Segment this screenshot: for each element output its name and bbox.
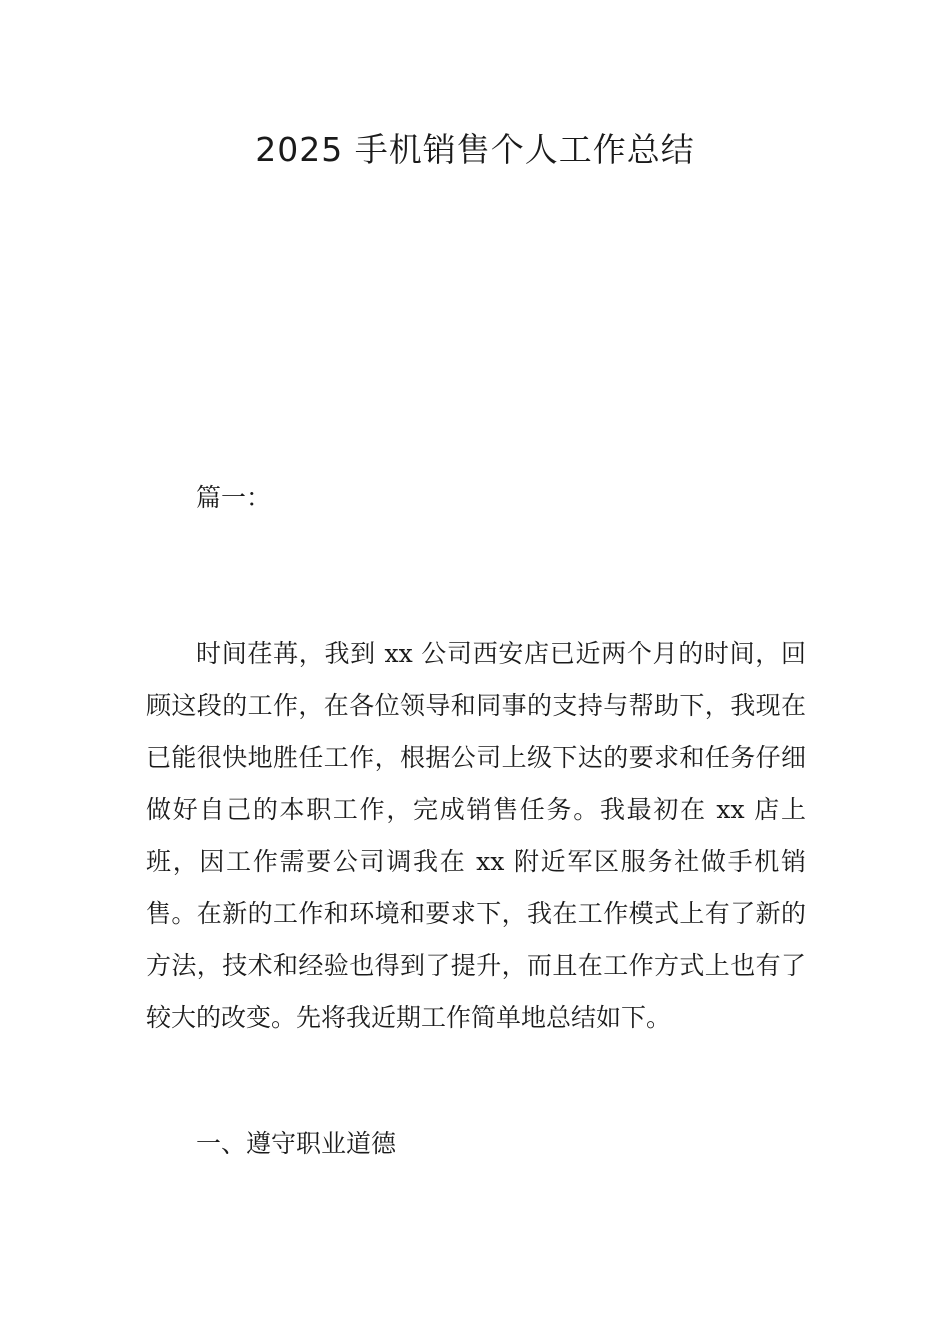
body-paragraph: 时间荏苒，我到 xx 公司西安店已近两个月的时间，回顾这段的工作，在各位领导和同事的支持与帮助下，我现在已能很快地胜任工作，根据公司上级下达的要求和任务仔细做好自己的本职工作，完成销售任务。我最初在 xx 店上班，因工作需要公司调我在 xx 附近军区服务社做手机销售。在新的工作和环境和要求下，我在工作模式上有了新的方法，技术和经验也得到了提升，而且在工作方式上也有了较大的改变。先将我近期工作简单地总结如下。 — [146, 639, 806, 1032]
document-title: 2025 手机销售个人工作总结 — [255, 130, 695, 169]
section-label: 篇一： — [196, 483, 272, 512]
section-heading: 一、遵守职业道德 — [196, 1129, 397, 1158]
